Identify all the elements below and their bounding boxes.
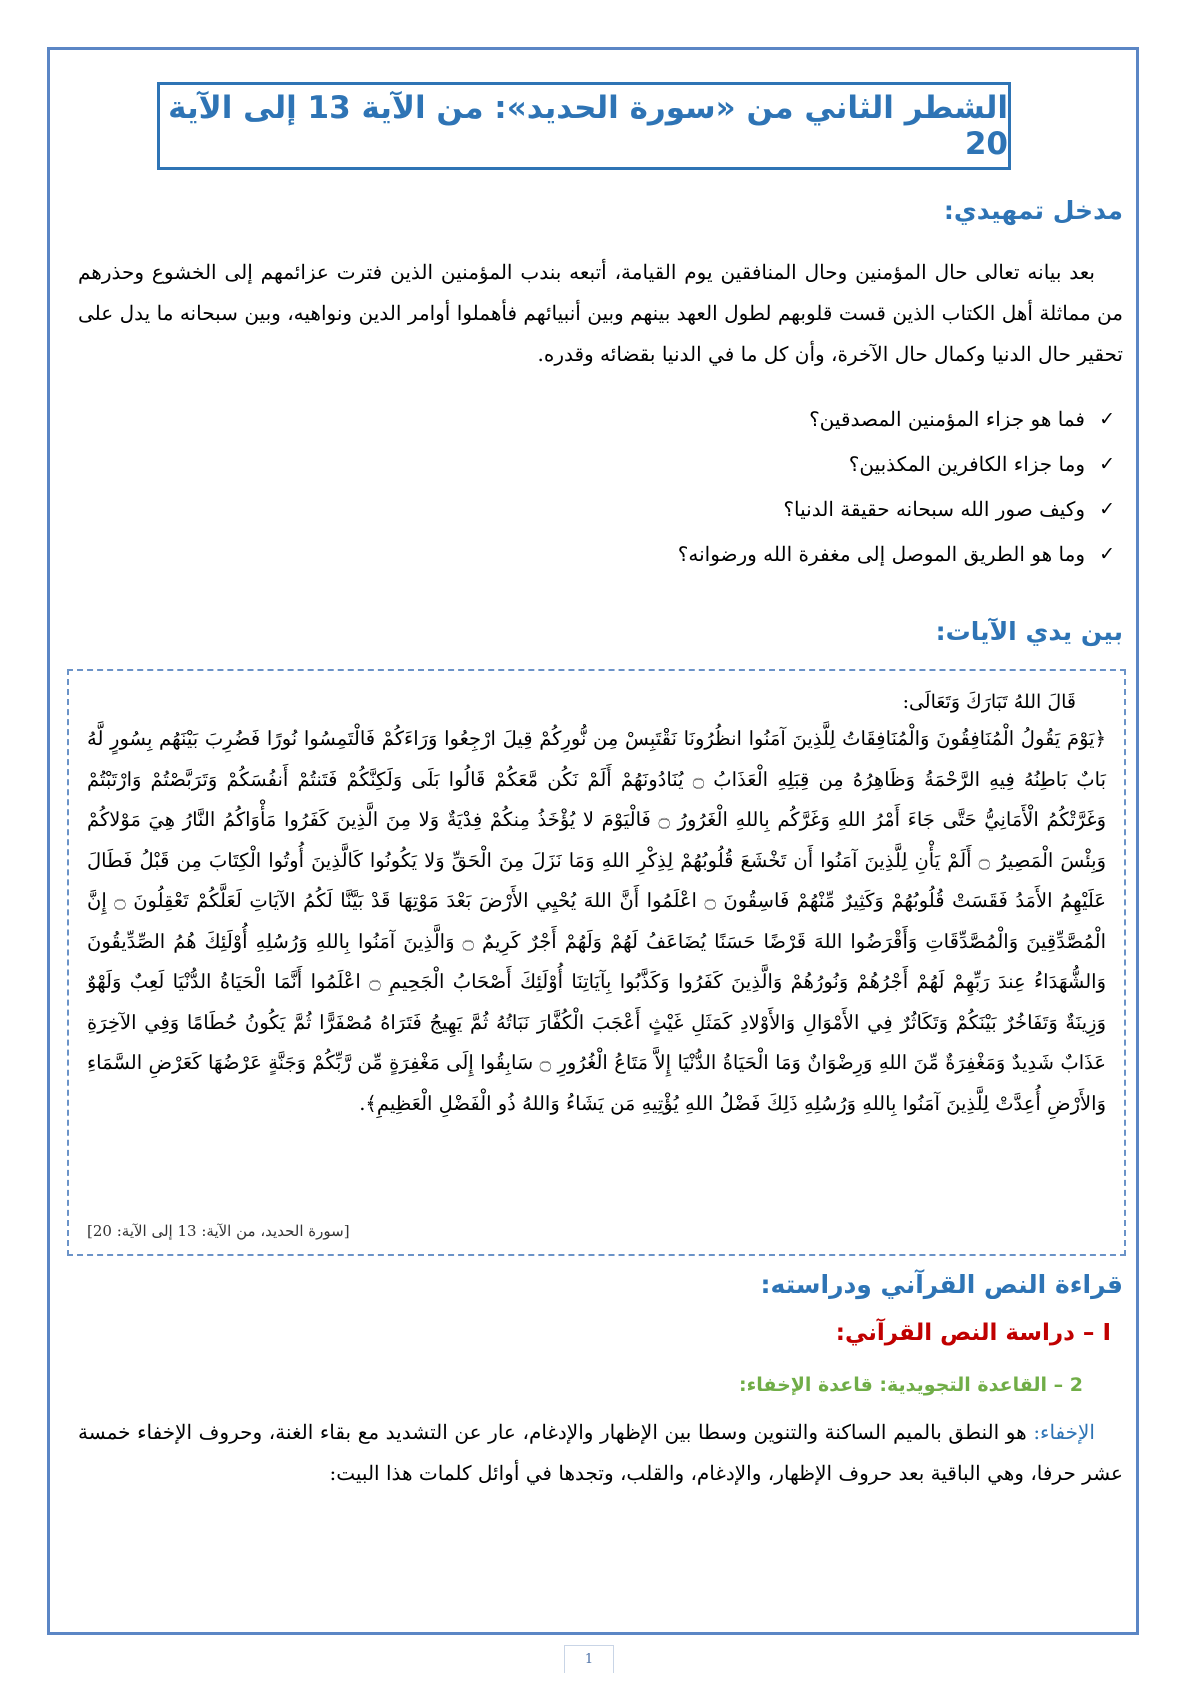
verse-intro: قَالَ اللهُ تَبَارَكَ وَتَعَالَى: [902,691,1076,713]
checkmark-icon: ✓ [1099,543,1115,565]
question-list [678,397,1115,577]
ikhfa-definition: هو النطق بالميم الساكنة والتنوين وسطا بين الإظهار والإدغام، عار عن التشديد مع بقاء الغنة، وحروف الإخفاء خمسة عشر حرفا، وهي الباقية بعد حروف الإظهار، والإدغام، والقلب، وتجدها في أوائل كلمات هذا البيت: [78,1420,1123,1485]
intro-heading: مدخل تمهيدي: [943,196,1123,225]
verse-reference [87,1222,350,1240]
question-text: وكيف صور الله سبحانه حقيقة الدنيا؟ [783,497,1085,521]
verse-box [67,669,1126,1256]
study-subheading: I – دراسة النص القرآني: [835,1320,1111,1346]
reading-heading: قراءة النص القرآني ودراسته: [760,1270,1123,1299]
checkmark-icon: ✓ [1099,408,1115,430]
question-text: وما هو الطريق الموصل إلى مغفرة الله ورضوانه؟ [677,542,1085,566]
verse-text: ﴿يَوْمَ يَقُولُ الْمُنَافِقُونَ وَالْمُنَافِقَاتُ لِلَّذِينَ آمَنُوا انظُرُونَا نَقْتَبِسْ مِن نُّورِكُمْ قِيلَ ارْجِعُوا وَرَاءَكُمْ فَالْتَمِسُوا نُورًا فَضُرِبَ بَيْنَهُم بِسُورٍ لَّهُ بَابٌ بَاطِنُهُ فِيهِ الرَّحْمَةُ وَظَاهِرُهُ مِن قِبَلِهِ الْعَذَابُ ۝ يُنَادُونَهُمْ أَلَمْ نَكُن مَّعَكُمْ قَالُوا بَلَى وَلَكِنَّكُمْ فَتَنتُمْ أَنفُسَكُمْ وَتَرَبَّصْتُمْ وَارْتَبْتُمْ وَغَرَّتْكُمُ الْأَمَانِيُّ حَتَّى جَاءَ أَمْرُ اللهِ وَغَرَّكُم بِاللهِ الْغَرُورُ ۝ فَالْيَوْمَ لا يُؤْخَذُ مِنكُمْ فِدْيَةٌ وَلا مِنَ الَّذِينَ كَفَرُوا مَأْوَاكُمُ النَّارُ هِيَ مَوْلاكُمْ وَبِئْسَ الْمَصِيرُ ۝ أَلَمْ يَأْنِ لِلَّذِينَ آمَنُوا أَن تَخْشَعَ قُلُوبُهُمْ لِذِكْرِ اللهِ وَمَا نَزَلَ مِنَ الْحَقِّ وَلا يَكُونُوا كَالَّذِينَ أُوتُوا الْكِتَابَ مِن قَبْلُ فَطَالَ عَلَيْهِمُ الأَمَدُ فَقَسَتْ قُلُوبُهُمْ وَكَثِيرٌ مِّنْهُمْ فَاسِقُونَ ۝ اعْلَمُوا أَنَّ اللهَ يُحْيِي الأَرْضَ بَعْدَ مَوْتِهَا قَدْ بَيَّنَّا لَكُمُ الآيَاتِ لَعَلَّكُمْ تَعْقِلُونَ ۝ إِنَّ الْمُصَّدِّقِينَ وَالْمُصَّدِّقَاتِ وَأَقْرَضُوا اللهَ قَرْضًا حَسَنًا يُضَاعَفُ لَهُمْ وَلَهُمْ أَجْرٌ كَرِيمٌ ۝ وَالَّذِينَ آمَنُوا بِاللهِ وَرُسُلِهِ أُوْلَئِكَ هُمُ الصِّدِّيقُونَ وَالشُّهَدَاءُ عِندَ رَبِّهِمْ لَهُمْ أَجْرُهُمْ وَنُورُهُمْ وَالَّذِينَ كَفَرُوا وَكَذَّبُوا بِآيَاتِنَا أُوْلَئِكَ أَصْحَابُ الْجَحِيمِ ۝ اعْلَمُوا أَنَّمَا الْحَيَاةُ الدُّنْيَا لَعِبٌ وَلَهْوٌ وَزِينَةٌ وَتَفَاخُرٌ بَيْنَكُمْ وَتَكَاثُرٌ فِي الأَمْوَالِ وَالأَوْلادِ كَمَثَلِ غَيْثٍ أَعْجَبَ الْكُفَّارَ نَبَاتُهُ ثُمَّ يَهِيجُ فَتَرَاهُ مُصْفَرًّا ثُمَّ يَكُونُ حُطَامًا وَفِي الآخِرَةِ عَذَابٌ شَدِيدٌ وَمَغْفِرَةٌ مِّنَ اللهِ وَرِضْوَانٌ وَمَا الْحَيَاةُ الدُّنْيَا إِلاَّ مَتَاعُ الْغُرُورِ ۝ سَابِقُوا إِلَى مَغْفِرَةٍ مِّن رَّبِّكُمْ وَجَنَّةٍ عَرْضُهَا كَعَرْضِ السَّمَاءِ وَالأَرْضِ أُعِدَّتْ لِلَّذِينَ آمَنُوا بِاللهِ وَرُسُلِهِ ذَلِكَ فَضْلُ اللهِ يُؤْتِيهِ مَن يَشَاءُ وَاللهُ ذُو الْفَضْلِ الْعَظِيمِ﴾. [87,727,1107,1115]
ikhfa-paragraph [78,1412,1123,1494]
ikhfa-paragraph-block [78,1412,1123,1494]
intro-paragraph-block [78,252,1123,375]
question-text: وما جزاء الكافرين المكذبين؟ [848,452,1085,476]
page-number: 1 [564,1645,614,1673]
checkmark-icon: ✓ [1099,498,1115,520]
list-item [678,442,1115,487]
ikhfa-term: الإخفاء: [1033,1420,1095,1444]
list-item [678,397,1115,442]
list-item [678,487,1115,532]
title-box [157,82,1011,170]
question-text: فما هو جزاء المؤمنين المصدقين؟ [809,407,1085,431]
document-title: الشطر الثاني من «سورة الحديد»: من الآية 13 إلى الآية 20 [168,90,1008,162]
list-item [678,532,1115,577]
tajweed-subheading: 2 – القاعدة التجويدية: قاعدة الإخفاء: [738,1374,1083,1396]
verse-reference-text: [سورة الحديد، من الآية: 13 إلى الآية: 20] [87,1222,350,1240]
checkmark-icon: ✓ [1099,453,1115,475]
verses-heading: بين يدي الآيات: [935,617,1123,646]
intro-paragraph: بعد بيانه تعالى حال المؤمنين وحال المنافقين يوم القيامة، أتبعه بندب المؤمنين الذين فترت عزائمهم إلى الخشوع وحذرهم من مماثلة أهل الكتاب الذين قست قلوبهم لطول العهد بينهم وبين أنبيائهم فأهملوا أوامر الدين ونواهيه، وبين سبحانه ما يدل على تحقير حال الدنيا وكمال حال الآخرة، وأن كل ما في الدنيا بقضائه وقدره. [78,260,1123,366]
